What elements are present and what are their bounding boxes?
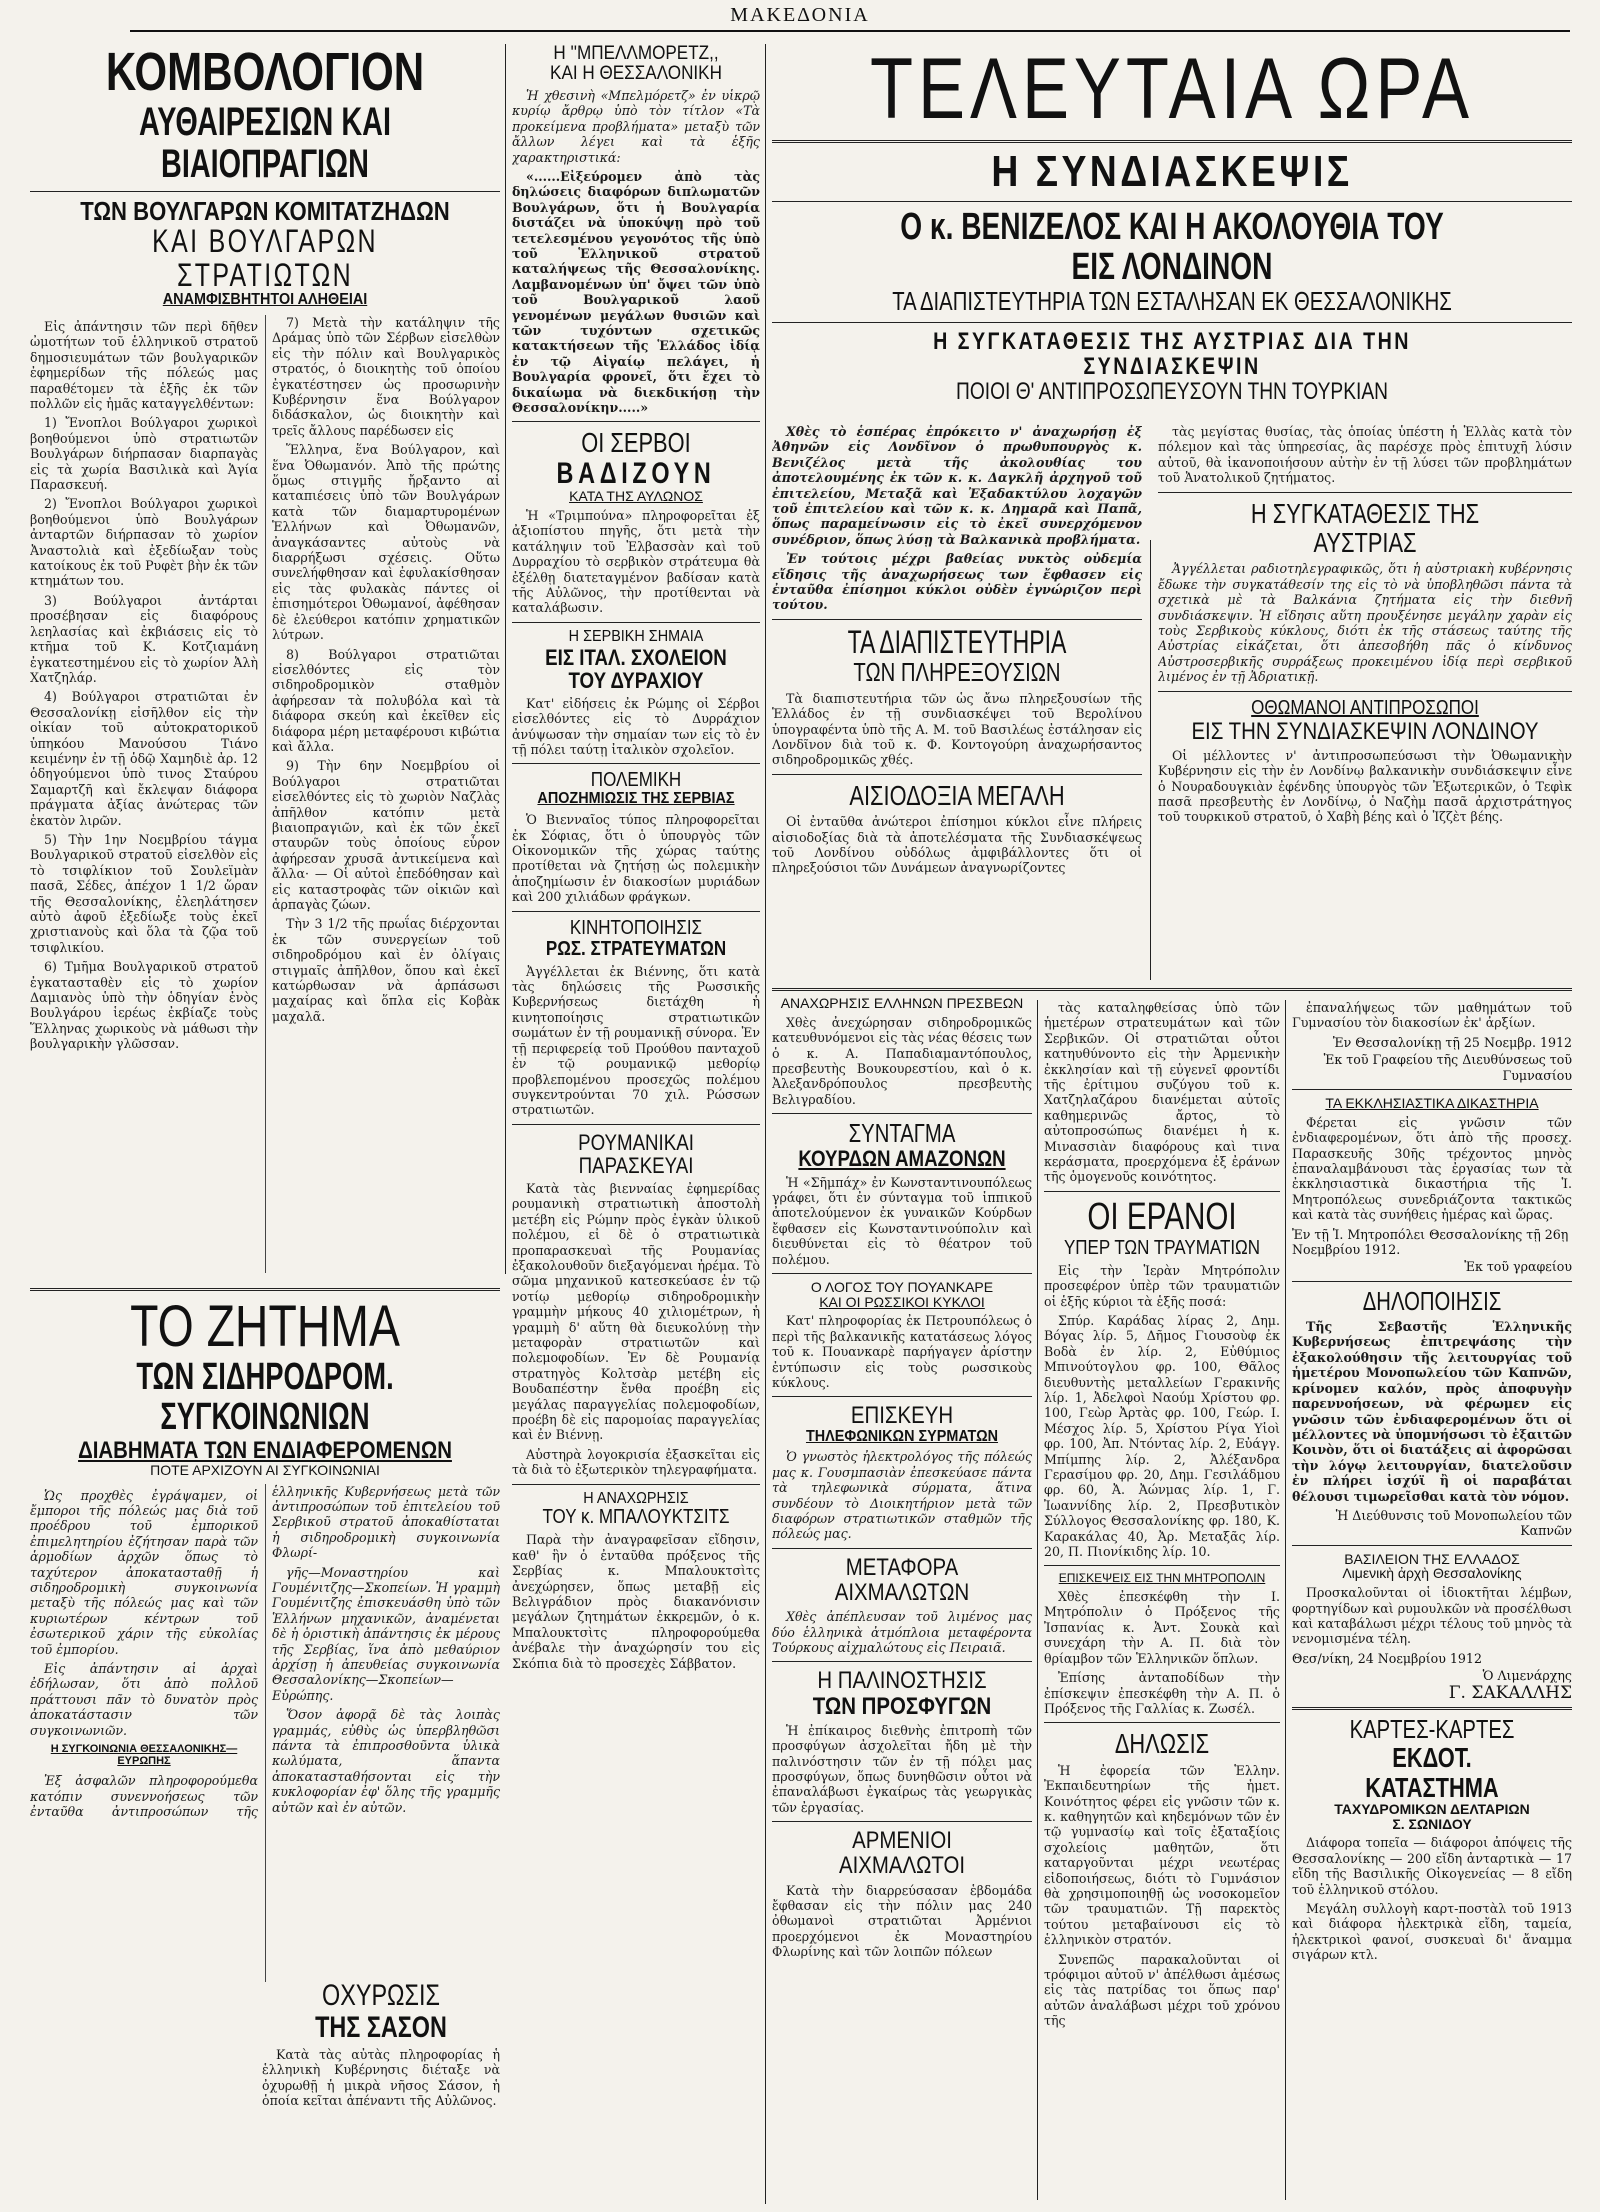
headline: ΑΙΣΙΟΔΟΞΙΑ ΜΕΓΑΛΗ: [849, 779, 1065, 811]
headline: Ο ΛΟΓΟΣ ΤΟΥ ΠΟΥΑΝΚΑΡΕ: [810, 1278, 994, 1295]
headline: ΤΟΥ ΔΥΡΑΧΙΟΥ: [568, 667, 704, 693]
headline: ΑΝΑΧΩΡΗΣΙΣ ΕΛΛΗΝΩΝ ΠΡΕΣΒΕΩΝ: [780, 996, 1024, 1011]
subheadline: Λιμενικὴ ἀρχὴ Θεσσαλονίκης: [1342, 1565, 1522, 1582]
paragraph: Προσκαλοῦνται οἱ ἰδιοκτῆται λέμβων, φορτηγίδων καὶ ρυμουλκῶν νὰ προσέλθωσι καὶ καταβάλωσι μέχρι τέλους τοῦ μηνὸς τὰ νενομισμένα τέλη.: [1292, 1585, 1572, 1647]
subheadline: ΑΝΑΜΦΙΣΒΗΤΗΤΟΙ ΑΛΗΘΕΙΑΙ: [162, 291, 368, 309]
paragraph: 7) Μετὰ τὴν κατάληψιν τῆς Δράμας ὑπὸ τῶν Σέρβων εἰσελθὼν εἰς τὴν πόλιν καὶ Βουλγαρικὸς στρατός, ὁ διοικητὴς τοῦ ὁποίου ἐγκατέστησεν ὡς προσωρινὴν Κυβέρνησιν ἕνα Βούλγαρον διδάσκαλον, ὡς διοικητὴν καὶ τρεῖς ἄλλους παρέδωσεν εἰς: [272, 314, 500, 438]
column-6-top: [1158, 420, 1572, 980]
column-4-5-top: [772, 420, 1142, 980]
headline: Η ΣΥΓΚΑΤΑΘΕΣΙΣ ΤΗΣ ΑΥΣΤΡΙΑΣ: [1250, 497, 1480, 559]
signature: Ἐκ τοῦ γραφείου: [1464, 1259, 1572, 1275]
headline: ΤΟΥ κ. ΜΠΑΛΟΥΚΤΣΙΤΣ: [542, 1506, 730, 1529]
paragraph: Φέρεται εἰς γνῶσιν τῶν ἐνδιαφερομένων, ὅτι ἀπὸ τῆς προσεχ. Παρασκευῆς 30ῆς τρέχοντος μηνὸς ἐπαναλαμβάνουσι τὰς ἐργασίας των τὰ ἐκκλησιαστικὰ δικαστήρια τῆς Ἱ. Μητροπόλεως συνεδριάζοντα τακτικῶς καὶ κατὰ τὰς συνήθεις ἡμέρας καὶ ὥρας.: [1292, 1114, 1572, 1223]
headline: ΚΟΥΡΔΩΝ ΑΜΑΖΟΝΩΝ: [798, 1146, 1006, 1172]
headline: ΕΚΔΟΤ. ΚΑΤΑΣΤΗΜΑ: [1365, 1742, 1499, 1803]
headline: ΑΡΜΕΝΙΟΙ ΑΙΧΜΑΛΩΤΟΙ: [839, 1827, 965, 1880]
paragraph: Ὁ γνωστὸς ἠλεκτρολόγος τῆς πόλεώς μας κ. Γουσμπασιὰν ἐπεσκεύασε πάντα τὰ τηλεφωνικὰ σύρματα, ἅτινα συνδέουν τὸ Διοικητήριον μετὰ τῶν διαφόρων στρατιωτικῶν σταθμῶν τῆς πόλεώς μας.: [772, 1449, 1032, 1542]
column-4-bottom: [772, 996, 1032, 2196]
article-kombologion: [30, 44, 500, 1276]
headline: ΟΘΩΜΑΝΟΙ ΑΝΤΙΠΡΟΣΩΠΟΙ: [1251, 696, 1479, 719]
paragraph: Ἐξ ἀσφαλῶν πληροφορούμεθα κατόπιν συνεννοήσεως τῶν ἐνταῦθα ἀντιπροσώπων τῆς ἑλληνικῆς Κυβερνήσεως μετὰ τῶν ἀντιπροσώπων τοῦ ἐπιτελείου τοῦ Σερβικοῦ στρατοῦ ἀποκαθίσταται ἡ σιδηροδρομικὴ συγκοινωνία Φλωρί-: [30, 1483, 500, 1819]
subheadline: ΠΟΤΕ ΑΡΧΙΖΟΥΝ ΑΙ ΣΥΓΚΟΙΝΩΝΙΑΙ: [150, 1461, 380, 1478]
headline: ΟΙ ΣΕΡΒΟΙ: [581, 427, 691, 459]
headline: ΠΟΛΕΜΙΚΗ: [590, 769, 682, 792]
article-teleutaia-ora: [772, 44, 1572, 424]
paragraph: Διάφορα τοπεῖα — διάφοροι ἀπόψεις τῆς Θεσσαλονίκης — 200 εἴδη ἀνταρτικὰ — 17 εἴδη τῆς Βασιλικῆς Οἰκογενείας — 8 εἴδη τοῦ ἑλληνικοῦ στόλου.: [1292, 1835, 1572, 1897]
headline: ΑΠΟΖΗΜΙΩΣΙΣ ΤΗΣ ΣΕΡΒΙΑΣ: [537, 790, 735, 808]
headline: ΤΗΣ ΣΑΣΟΝ: [315, 2010, 447, 2044]
article-oxyrosis: [262, 1980, 500, 2200]
paragraph: Εἰς ἀπάντησιν τῶν περὶ δῆθεν ὠμοτήτων τοῦ ἑλληνικοῦ στρατοῦ δημοσιευμάτων τῶν βουλγαρικῶν ἐφημερίδων τῆς πόλεώς μας παραθέτομεν τὰ ἑξῆς ἐκ τῶν πολλῶν εἰς ἡμᾶς καταγγελθέντων:: [30, 318, 258, 411]
headline: ΥΠΕΡ ΤΩΝ ΤΡΑΥΜΑΤΙΩΝ: [1063, 1236, 1261, 1259]
article-zitima: [30, 1282, 500, 1982]
subheadline: ΤΑΧΥΔΡΟΜΙΚΩΝ ΔΕΛΤΑΡΙΩΝ: [1334, 1801, 1530, 1818]
headline: ΒΑΔΙΖΟΥΝ: [556, 456, 716, 490]
headline: ΠΑΡΑΣΚΕΥΑΙ: [578, 1152, 694, 1178]
subheadline: ΚΑΤΑ ΤΗΣ ΑΥΛΩΝΟΣ: [569, 488, 703, 505]
paragraph: 5) Τὴν 1ην Νοεμβρίου τάγμα Βουλγαρικοῦ στρατοῦ εἰσελθὸν εἰς τὸ τσιφλίκιον τοῦ Σουλεϊμὰν πασᾶ, Σέδες, ἀπέχον 1 1/2 ὥραν τῆς Θεσσαλονίκης, ἐλεηλάτησεν αὐτὸ ἀφοῦ ἐξεδίωξε τοὺς ἐκεῖ χριστιανοὺς καὶ ὅλα τὰ ζῷα τοῦ τσιφλικίου.: [30, 831, 258, 955]
dateline: Θεσ/νίκη, 24 Νοεμβρίου 1912: [1292, 1650, 1482, 1666]
paragraph: Ἡ χθεσινὴ «Μπελμόρετζ» ἐν υἱκρῷ κυρίῳ ἄρθρῳ ὑπὸ τὸν τίτλον «Τὰ προκείμενα προβλήματα» μεταξὺ τῶν ἄλλων λέγει καὶ τὰ ἑξῆς χαρακτηριστικά:: [512, 87, 760, 165]
signature: Ἡ Διεύθυνσις τοῦ Μονοπωλείου τῶν Καπνῶν: [1335, 1507, 1572, 1539]
headline: Ο κ. ΒΕΝΙΖΕΛΟΣ ΚΑΙ Η ΑΚΟΛΟΥΘΙΑ ΤΟΥ ΕΙΣ ΛΟΝΔΙΝΟΝ: [900, 206, 1444, 289]
paragraph: Χθὲς ἀπέπλευσαν τοῦ λιμένος μας δύο ἑλληνικὰ ἀτμόπλοια μεταφέροντα Τούρκους αἰχμαλώτους εἰς Πειραιᾶ.: [772, 1609, 1032, 1655]
section-rule: [772, 988, 1572, 991]
headline: ΚΑΙ Η ΘΕΣΣΑΛΟΝΙΚΗ: [550, 62, 722, 84]
paragraph: Τὰ διαπιστευτήρια τῶν ὡς ἄνω πληρεξουσίων τῆς Ἑλλάδος ἐν τῇ συνδιασκέψει τοῦ Βερολίνου ὑπογραφέντα ὑπὸ τῆς Α. Μ. τοῦ Βασιλέως ἐστάλησαν εἰς Λονδῖνον διὰ τοῦ κ. Φ. Κοντογούρη ἀναχωρήσαντος σιδηροδρομικῶς χθές.: [772, 690, 1142, 768]
headline: Η ''ΜΠΕΛΛΜΟΡΕΤΖ,,: [553, 44, 719, 64]
headline: Η ΑΝΑΧΩΡΗΣΙΣ: [583, 1489, 689, 1507]
paragraph: Κατὰ τὰς βιενναίας ἐφημερίδας ρουμανικὴ στρατιωτικὴ ἀποστολὴ μετέβη εἰς Ρώμην πρὸς ἐγκὰν ὑλικοῦ πολέμου, εἰ δὲ ὁ στρατιωτικὰ προπαρασκευαὶ τῆς Ρουμανίας ἐξακολουθοῦν διεξαγόμεναι ἠρέμα. Τὸ σῶμα μηχανικοῦ κατεσκεύασε ἐν τῷ νοτίῳ μεθορίῳ σιδηροδρομικὴν γραμμὴν μήκους 40 χιλιομέτρων, ἡ γραμμὴ δ' αὕτη θὰ διευκολύνῃ τὴν μεταφορὰν στρατιωτῶν καὶ πολεμοφοδίων. Ἐν δὲ Ρουμανίᾳ στρατηγὸς Κολτσὰρ μετέβη εἰς Βουδαπέστην ἔνθα προέβη εἰς μεγάλας παραγγελίας πολεμοφοδίων, προέβη δὲ εἰς παρομοίας παραγγελίας καὶ ἐν Βιέννῃ.: [512, 1180, 760, 1443]
headline: ΟΙ ΕΡΑΝΟΙ: [1087, 1195, 1237, 1238]
paragraph: «......Εἰξεύρομεν ἀπὸ τὰς δηλώσεις διαφόρων διπλωματῶν Βουλγάρων, ὅτι ἡ Βουλγαρία διστάζει νὰ ὑποκύψῃ πρὸ τοῦ τετελεσμένου γεγονότος τῆς ὑπὸ τοῦ Ἑλληνικοῦ στρατοῦ καταλήψεως τῆς Θεσσαλονίκης. Λαμβανομένων ὑπ' ὄψει τῶν ὑπὸ τοῦ Βουλγαρικοῦ λαοῦ γενομένων μεγάλων θυσιῶν καὶ τῶν τυχόντων σχετικῶς κατακτήσεων τῆς Ἑλλάδος ἰδίᾳ ἐν τῷ Αἰγαίῳ πελάγει, ἡ Βουλγαρία φρονεῖ, ὅτι ἔχει τὸ δικαίωμα νὰ διεκδικήσῃ τὴν Θεσσαλονίκην.....»: [512, 168, 760, 415]
paragraph: Χθὲς τὸ ἑσπέρας ἐπρόκειτο ν' ἀναχωρήσῃ ἐξ Ἀθηνῶν εἰς Λονδῖνον ὁ πρωθυπουργὸς κ. Βενιζέλος μετὰ τῆς ἀκολουθίας του ἀποτελουμένης ἐκ τῶν κ. κ. Δαγκλῆ ἀρχηγοῦ τοῦ ἐπιτελείου, Μεταξᾶ καὶ Ἐξαδακτύλου λοχαγῶν τοῦ ἐπιτελείου καὶ τῶν κ. κ. Δημαρᾶ καὶ Παπᾶ, ὅπως παραμείνωσιν εἰς τὸ ἐκεῖ συνερχόμενον συνέδριον, ὅπως λύσῃ τὰ Βαλκανικὰ προβλήματα.: [772, 424, 1142, 547]
paragraph: Εἰς τὴν Ἱερὰν Μητρόπολιν προσεφέρον ὑπὲρ τῶν τραυματιῶν οἱ ἑξῆς κύριοι τὰ ἑξῆς ποσά:: [1044, 1262, 1280, 1309]
headline: ΕΠΙΣΚΕΨΕΙΣ ΕΙΣ ΤΗΝ ΜΗΤΡΟΠΟΛΙΝ: [1058, 1571, 1266, 1586]
column-divider: [505, 44, 506, 1274]
paragraph: Ὁ Βιενναῖος τύπος πληροφορεῖται ἐκ Σόφιας, ὅτι ὁ ὑπουργὸς τῶν Οἰκονομικῶν τῆς χώρας ταύτης προτίθεται νὰ ζητήσῃ ὡς πολεμικὴν ἀποζημίωσιν ἐν διακοσίων μυριάδων καὶ 200 χιλιάδων φράγκων.: [512, 812, 760, 905]
column-5-bottom: [1044, 996, 1280, 2196]
headline: ΕΙΣ ΙΤΑΛ. ΣΧΟΛΕΙΟΝ: [545, 644, 727, 670]
paragraph: ἐπαναλήψεως τῶν μαθημάτων τοῦ Γυμνασίου τὸν διακοσίων ἐκ' ἀρξίων.: [1292, 1000, 1572, 1031]
paragraph: τὰς καταληφθείσας ὑπὸ τῶν ἡμετέρων στρατευμάτων καὶ τῶν Σερβικῶν. Οἱ στρατιῶται οὗτοι κατηυθύνοντο εἰς τὴν Ἀρμενικὴν ἐκκλησίαν καὶ τῇ εὐγενεῖ φροντίδι τῆς ἐρίτιμου συζύγου τοῦ κ. Χατζηλαζάρου διανέμεται αὐτοῖς καθημερινῶς ἄρτος, τὸ αὐτοπροσώπως διανέμει ἡ κ. Μινασσιὰν διαφόρους καὶ τινα κεράσματα, προερχόμενα ἐξ ἐράνων τῆς ὁμογενοῦς κοινότητος.: [1044, 1000, 1280, 1185]
subheadline: Η ΣΥΓΚΑΤΑΘΕΣΙΣ ΤΗΣ ΑΥΣΤΡΙΑΣ ΔΙΑ ΤΗΝ ΣΥΝΔΙΑΣΚΕΨΙΝ: [933, 327, 1411, 380]
paragraph: 1) Ἔνοπλοι Βούλγαροι χωρικοὶ βοηθούμενοι ὑπὸ στρατιωτῶν Βουλγάρων διήρπασαν διαρπαγὰς εἰς τὰ χωρία Βασιλικὰ καὶ Ἁγία Παρασκευή.: [30, 415, 258, 493]
headline: ΚΑΙ ΟΙ ΡΩΣΣΙΚΟΙ ΚΥΚΛΟΙ: [819, 1293, 985, 1310]
paragraph: Τὴν 3 1/2 τῆς πρωΐας διέρχονται ἐκ τῶν συνεργείων τοῦ σιδηροδρόμου καὶ ἐν ὀλίγαις στιγμαῖς ἀπῆλθον, ὅπου καὶ ἐκεῖ κατώρθωσαν νὰ ἁρπάσωσι μαχαίρας καὶ ὅπλα εἰς Κοβὰκ μαχαλᾶ.: [272, 916, 500, 1024]
paragraph: Οἱ μέλλοντες ν' ἀντιπροσωπεύσωσι τὴν Ὀθωμανικὴν Κυβέρνησιν εἰς τὴν ἐν Λονδίνῳ βαλκανικὴν συνδιάσκεψιν εἶνε ὁ Νουραδουγκιὰν ἐφένδης ὑπουργὸς τῶν Ἐξωτερικῶν, ὁ Τεφὶκ πασᾶ πρεσβευτὴς ἐν Λονδίνῳ, ὁ Ναζὴμ πασᾶ ἀρχιστράτηγος τοῦ τουρκικοῦ στρατοῦ, ὁ Χαβὴ βέης καὶ ὁ Ἰζζὲτ βέης.: [1158, 747, 1572, 825]
headline: ΕΙΣ ΤΗΝ ΣΥΝΔΙΑΣΚΕΨΙΝ ΛΟΝΔΙΝΟΥ: [1191, 717, 1539, 745]
subheadline: Η ΣΥΓΚΟΙΝΩΝΙΑ ΘΕΣΣΑΛΟΝΙΚΗΣ—ΕΥΡΩΠΗΣ: [50, 1743, 238, 1767]
paragraph: Σπύρ. Καράδας λίρας 2, Δημ. Βόγας λίρ. 5, Δῆμος Γιουσοὺφ ἐκ Βοδὰ ἐν λίρ. 2, Εὐθύμιος Μπινούτογλου φρ. 100, Θᾶλος διευθυντὴς μεταλλείων Γερακινῆς λίρ. 1, Ἀδελφοὶ Ναούμ Χρίστου φρ. 100, Γεὼρ Ἀρτὰς φρ. 100, Γεώρ. Ι. Μέσχος λίρ. 5, Χρίστου Ρίγα Υἱοὶ φρ. 100, Ἀπ. Ντόντας λίρ. 2, Εὐάγγ. Μπίμπης λίρ. 2, Ἀλέξανδρα Γερασίμου φρ. 20, Δημ. Γεσιλάδμου φρ. 60, Ἀ. Ἀώνμας λίρ. 1, Γ. Ἰωαννίδης λίρ. 2, Πρεσβυτικὸν Σύλλογος Θεσσαλονίκης φρ. 180, Κ. Καρακάλας 40, Ἀρ. Μεταξᾶς λίρ. 20, Π. Πιονίκιδης λίρ. 10.: [1044, 1312, 1280, 1560]
headline: ΤΑ ΕΚΚΛΗΣΙΑΣΤΙΚΑ ΔΙΚΑΣΤΗΡΙΑ: [1325, 1095, 1539, 1112]
headline: ΚΙΝΗΤΟΠΟΙΗΣΙΣ: [569, 916, 703, 939]
headline: Η ΣΥΝΔΙΑΣΚΕΨΙΣ: [991, 147, 1353, 197]
dateline: Ἐν Θεσσαλονίκῃ τῇ 25 Νοεμβρ. 1912: [1332, 1034, 1572, 1050]
paragraph: Ἀγγέλλεται ραδιοτηλεγραφικῶς, ὅτι ἡ αὐστριακὴ κυβέρνησις ἔδωκε τὴν συγκατάθεσίν της εἰς τὸ νὰ ὑποβληθῶσι πάντα τὰ σχετικὰ μὲ τὰ Βαλκάνια ζητήματα εἰς τὴν διεθνῆ συνδιάσκεψιν. Ἡ εἴδησις αὕτη προυξένησε μεγάλην χαρὰν εἰς τοὺς Σερβικοὺς κύκλους, διότι ἐκ τῆς στάσεως ταύτης τῆς Αὐστρίας εἰκάζεται, ὅτι ἀπεσοβήθη πᾶς ὁ κίνδυνος Αὐστροσερβικῆς συρράξεως προκειμένου ἰδίᾳ περὶ σερβικοῦ λιμένος ἐν τῇ Ἀδριατικῇ.: [1158, 561, 1572, 685]
column-divider: [1150, 540, 1151, 980]
subheadline: ΔΙΑΒΗΜΑΤΑ ΤΩΝ ΕΝΔΙΑΦΕΡΟΜΕΝΩΝ: [78, 1436, 452, 1464]
headline: ΚΑΡΤΕΣ-ΚΑΡΤΕΣ: [1349, 1713, 1515, 1744]
paragraph: Παρὰ τὴν ἀναγραφεῖσαν εἴδησιν, καθ' ἣν ὁ ἐνταῦθα πρόξενος τῆς Σερβίας κ. Μπαλουκτσὶτς ἀνεχώρησεν, ὅπως μεταβῇ εἰς Βελιγράδιον πρὸς διακανόνισιν μεγάλων ζητημάτων ἐκκρεμῶν, ὁ κ. Μπαλουκτσὶτς πληροφορούμεθα ἀνέβαλε τὴν ἀναχώρησίν του εἰς Σκόπια διὰ τὸ προσεχὲς Σάββατον.: [512, 1532, 760, 1671]
headline: ΔΗΛΟΠΟΙΗΣΙΣ: [1362, 1285, 1502, 1316]
paragraph: Αὐστηρὰ λογοκρισία ἐξασκεῖται εἰς τὰ διὰ τὸ ἐξωτερικὸν τηλεγραφήματα.: [512, 1446, 760, 1478]
headline: ΤΕΛΕΥΤΑΙΑ ΩΡΑ: [869, 44, 1475, 137]
paragraph: Τῆς Σεβαστῆς Ἑλληνικῆς Κυβερνήσεως ἐπιτρεψάσης τὴν ἐξακολούθησιν τῆς λειτουργίας τοῦ ἡμετέρου Μονοπωλείου τῶν Καπνῶν, κρίνομεν καλόν, πρὸς ἀποφυγὴν παρεννοήσεων, νὰ φέρωμεν εἰς γνῶσιν τῶν ἐνδιαφερομένων ὅτι οἱ μέλλοντες νὰ ὑπομνήσωσι τὸ ἐξαιτῶν Κοινὸν, ὅτι οἱ διατάξεις αἱ ἀφορῶσαι τὴν λόγῳ λειτουργίαν, διατελοῦσιν ἐν πλήρει ἰσχύϊ ἢ οἱ παραβάται θέλουσι τιμωρεῖσθαι κατὰ τὸν νόμον.: [1292, 1319, 1572, 1504]
headline: ΡΩΣ. ΣΤΡΑΤΕΥΜΑΤΩΝ: [545, 937, 727, 960]
paragraph: 2) Ἔνοπλοι Βούλγαροι χωρικοὶ βοηθούμενοι ὑπὸ Βουλγάρων ἀνταρτῶν διήρπασαν τὸ χωρίον Ἀναστολιὰ καὶ ἐξεδίωξαν τοὺς κατοίκους ἐκ τοῦ Ρυφὲτ βὴν ἐκ τῶν κτημάτων του.: [30, 496, 258, 589]
headline: ΔΗΛΩΣΙΣ: [1114, 1728, 1210, 1760]
paragraph: 8) Βούλγαροι στρατιῶται εἰσελθόντες εἰς τὸν σιδηροδρομικὸν σταθμὸν ἀφήρεσαν τὰ πολυβόλα καὶ τὰ διάφορα σκεύη καὶ ἐκεῖθεν εἰς διάφορα μέρη μεταφέρουσι κιβώτια καὶ ἄλλα.: [272, 646, 500, 754]
paragraph: Εἰς ἀπάντησιν αἱ ἀρχαὶ ἐδήλωσαν, ὅτι ἀπὸ πολλοῦ πράττουσι πᾶν τὸ δυνατὸν πρὸς ἀποκατάστασιν τῶν συγκοινωνιῶν.: [30, 1661, 258, 1738]
dateline: Ἐν τῇ Ἱ. Μητροπόλει Θεσσαλονίκης τῇ 26ῃ Νοεμβρίου 1912.: [1292, 1226, 1569, 1257]
paragraph: 4) Βούλγαροι στρατιῶται ἐν Θεσσαλονίκῃ εἰσῆλθον εἰς τὴν οἰκίαν τοῦ αὐτοκρατορικοῦ ὑπηκόου Μανούσου Τιάνο κειμένην ἐν τῇ ὁδῷ Χαμηδιὲ ἀρ. 12 ὁδηγούμενοι ὑπὸ τινος Σταύρου Σαμαρτζῆ καὶ ἔκλεψαν διάφορα πράγματα ἀξίας ἀνώτερας τῶν ἑκατὸν λιρῶν.: [30, 689, 258, 828]
paragraph: 3) Βούλγαροι ἀντάρται προσέβησαν εἰς διαφόρους λεηλασίας καὶ ἐκβιάσεις εἰς τὸ κτῆμα τοῦ Κ. Κοτζιαμάνη ἐγκατεστημένου εἰς τὸ χωρίον Ἀλὴ Χατζηλάρ.: [30, 592, 258, 685]
paragraph: 6) Τμῆμα Βουλγαρικοῦ στρατοῦ ἐγκατασταθὲν εἰς τὸ χωρίον Δαμιανὸς ὑπὸ τὴν ὁδηγίαν ἐνὸς Βουλγάρου ἱερέως ἐκβίαζε τοὺς Ἕλληνας χωρικοὺς νὰ μάθωσι τὴν βουλγαρικὴν γλῶσσαν.: [30, 959, 258, 1052]
paragraph: Χθὲς ἀνεχώρησαν σιδηροδρομικῶς κατευθυνόμενοι εἰς τὰς νέας θέσεις των ὁ κ. Α. Παπαδιαμαντόπουλος, πρεσβευτὴς Βουκουρεστίου, καὶ ὁ κ. Ἀλεξανδρόπουλος πρεσβευτὴς Βελιγραδίου.: [772, 1014, 1032, 1107]
paragraph: Κατ' πληροφορίας ἐκ Πετρουπόλεως ὁ περὶ τῆς βαλκανικῆς κατατάσεως λόγος τοῦ κ. Πουανκαρὲ παρήγαγεν ἀρίστην ἐντύπωσιν εἰς τοὺς ρωσσικοὺς κύκλους.: [772, 1313, 1032, 1390]
paragraph: Χθὲς ἐπεσκέφθη τὴν Ι. Μητρόπολιν ὁ Πρόξενος τῆς Ἰσπανίας κ. Ἀντ. Σουκὰ καὶ συνεχάρη τὴν Α. Π. διὰ τὸν θρίαμβον τῶν Ἑλληνικῶν ὅπλων.: [1044, 1589, 1280, 1666]
paragraph: Ἡ «Τριμπούνα» πληροφορεῖται ἐξ ἀξιοπίστου πηγῆς, ὅτι μετὰ τὴν κατάληψιν τοῦ Ἐλβασσὰν καὶ τοῦ Δυρραχίου τὸ σερβικὸν στράτευμα θὰ ἐξέλθῃ διατεταγμένον βαδίσαν κατὰ τῆς Αὐλῶνος, τὴν προτίθενται νὰ καταλάβωσιν.: [512, 507, 760, 616]
subheadline: ΤΩΝ ΒΟΥΛΓΑΡΩΝ ΚΟΜΙΤΑΤΖΗΔΩΝ: [80, 195, 450, 226]
paragraph: Ἐπίσης ἀνταποδίδων τὴν ἐπίσκεψιν ἐπεσκέφθη τὴν Α. Π. ὁ Πρόξενος τῆς Γαλλίας κ. Ζωσέλ.: [1044, 1670, 1280, 1716]
subheadline: ΤΑ ΔΙΑΠΙΣΤΕΥΤΗΡΙΑ ΤΩΝ ΕΣΤΑΛΗΣΑΝ ΕΚ ΘΕΣΣΑΛΟΝΙΚΗΣ: [892, 286, 1452, 317]
paragraph: Ἡ ἐπίκαιρος διεθνὴς ἐπιτροπὴ τῶν προσφύγων ἀσχολεῖται ἤδη μὲ τὴν παλινόστησιν τῶν ἐν τῇ πόλει μας προσφύγων, ὅπως δυνηθῶσιν οὗτοι νὰ ἐπαναλάβωσι ἐγκαίρως τὰς γεωργικὰς τῶν ἐργασίας.: [772, 1722, 1032, 1815]
paragraph: Κατὰ τὴν διαρρεύσασαν ἑβδομάδα ἔφθασαν εἰς τὴν πόλιν μας 240 ὀθωμανοὶ στρατιῶται Ἀρμένιοι προερχόμενοι ἐκ Μοναστηρίου Φλωρίνης καὶ τῶν λοιπῶν πόλεων: [772, 1882, 1032, 1960]
paragraph: Ἕλληνα, ἕνα Βούλγαρον, καὶ ἕνα Ὀθωμανόν. Ἀπὸ τῆς πρώτης ὅμως στιγμῆς ἤρξαντο αἱ καταπιέσεις ὑπὸ τῶν Βουλγάρων κατὰ τῶν διαμαρτυρομένων Ἑλλήνων καὶ Ὀθωμανῶν, ἀναγκάσαντες αὐτοὺς νὰ διαρρήξωσι σχέσεις. Οὕτω συνελήφθησαν καὶ ἐφυλακίσθησαν εἰς τὰς φυλακὰς πάντες οἱ ἐπισημότεροι Ὀθωμανοί, ἀφέθησαν δὲ ἐλεύθεροι κατόπιν χρηματικῶν λύτρων.: [272, 442, 500, 643]
headline: ΣΥΝΤΑΓΜΑ: [848, 1118, 956, 1149]
paragraph: Ἡ ἐφορεία τῶν Ἑλλην. Ἐκπαιδευτηρίων τῆς ἡμετ. Κοινότητος φέρει εἰς γνῶσιν τῶν κ. κ. καθηγητῶν καὶ κηδεμόνων τῶν ἐν τῷ γυμνασίῳ καὶ τοῖς ἐξαταξίοις σχολείοις μαθητῶν, ὅτι καταργοῦνται μέχρι νεωτέρας εἰδοποιήσεως, διότι τὸ Γυμνάσιον θὰ χρησιμοποιηθῇ ὡς νοσοκομεῖον τῶν τραυματιῶν. Τῇ παρεκτὸς τούτου μεταβαίνουσι εἰς τὸ ἑλληνικὸν στρατόν.: [1044, 1762, 1280, 1948]
paragraph: Ἐν τούτοις μέχρι βαθείας νυκτὸς οὐδεμία εἴδησις τῆς ἀναχωρήσεως των ἔφθασεν εἰς ἐνταῦθα ἐπίσημοι κύκλοι οὐδὲν ἐγνώριζον περὶ τούτου.: [772, 551, 1142, 613]
paragraph: Κατὰ τὰς αὐτὰς πληροφορίας ἡ ἑλληνικὴ Κυβέρνησις διέταξε νὰ ὀχυρωθῇ ἡ μικρὰ νῆσος Σάσον, ἡ ὁποία κεῖται ἀπέναντι τῆς Αὐλῶνος.: [262, 2047, 500, 2109]
headline: ΑΥΘΑΙΡΕΣΙΩΝ ΚΑΙ ΒΙΑΙΟΠΡΑΓΙΩΝ: [139, 99, 391, 186]
headline: ΤΩΝ ΠΛΗΡΕΞΟΥΣΙΩΝ: [853, 657, 1061, 688]
top-rule: [130, 30, 1570, 32]
paragraph: Μεγάλη συλλογὴ καρτ-ποστὰλ τοῦ 1913 καὶ διάφορα ἠλεκτρικὰ εἴδη, ταμεία, ἠλεκτρικοὶ φανοί, συσκευαὶ δι' ἄναμμα σιγάρων κτλ.: [1292, 1901, 1572, 1963]
paragraph: Συνεπῶς παρακαλοῦνται οἱ τρόφιμοι αὐτοῦ ν' ἀπέλθωσι ἀμέσως εἰς τὰς πατρίδας τοι ὅπως παρ' αὐτῶν ἀναλάβωσι μέχρι τοῦ χρόνου τῆς: [1044, 1951, 1280, 2029]
headline: Η ΠΑΛΙΝΟΣΤΗΣΙΣ: [817, 1667, 987, 1695]
headline: ΒΑΣΙΛΕΙΟΝ ΤΗΣ ΕΛΛΑΔΟΣ: [1344, 1550, 1520, 1567]
column-divider: [1285, 1000, 1286, 2200]
paragraph: Ἡ «Σῆμπάχ» ἐν Κωνσταντινουπόλεως γράφει, ὅτι ἐν σύνταγμα τοῦ ἱππικοῦ ἀποτελούμενον ἐκ γυναικῶν Κούρδων ἔφθασεν εἰς Κωνσταντινούπολιν καὶ διευθύνεται εἰς τὸ θέατρον τοῦ πολέμου.: [772, 1174, 1032, 1267]
headline: ΤΩΝ ΣΙΔΗΡΟΔΡΟΜ. ΣΥΓΚΟΙΝΩΝΙΩΝ: [136, 1355, 394, 1438]
column-3: [512, 44, 760, 2204]
paragraph: Κατ' εἰδήσεις ἐκ Ρώμης οἱ Σέρβοι εἰσελθόντες εἰς τὸ Δυρράχιον ἀνύψωσαν τὴν σημαίαν των εἰς τὸ ἐν τῇ πόλει ταύτῃ ἰταλικὸν σχολεῖον.: [512, 695, 760, 758]
headline: ΤΟ ΖΗΤΗΜΑ: [130, 1294, 400, 1359]
column-divider: [765, 44, 766, 2204]
headline: ΤΑ ΔΙΑΠΙΣΤΕΥΤΗΡΙΑ: [847, 623, 1067, 660]
signature: Ὁ Λιμενάρχης: [1482, 1668, 1572, 1684]
subheadline: Σ. ΣΩΝΙΔΟΥ: [1392, 1815, 1472, 1832]
headline: ΤΗΛΕΦΩΝΙΚΩΝ ΣΥΡΜΑΤΩΝ: [805, 1427, 999, 1445]
column-6-bottom: [1292, 996, 1572, 2196]
headline: ΕΠΙΣΚΕΥΗ: [850, 1402, 954, 1430]
paragraph: τὰς μεγίστας θυσίας, τὰς ὁποίας ὑπέστη ἡ Ἑλλὰς κατὰ τὸν πόλεμον καὶ τὰς ὑπηρεσίας, ἃς παρέσχε πρὸς ἐπιτυχῆ λύσιν αὐτοῦ, θὰ ἱκανοποιήσουν αὐτὴν ἐν τῇ λύσει τῶν προβλημάτων τοῦ Ἀνατολικοῦ ζητήματος.: [1158, 424, 1572, 486]
headline: ΟΧΥΡΩΣΙΣ: [322, 1980, 440, 2012]
headline: ΜΕΤΑΦΟΡΑ ΑΙΧΜΑΛΩΤΩΝ: [834, 1553, 970, 1606]
paragraph: γῆς—Μοναστηρίου καὶ Γουμένιτζης—Σκοπείων. Ἡ γραμμὴ Γουμένιτζης ἐπισκευάσθη ὑπὸ τῶν Ἑλλήνων μηχανικῶν, ἀναμένεται δὲ ἡ ὁριστικὴ ἀπάντησις ἐκ μέρους τῆς Σερβίας, ἵνα ἀπὸ μεθαύριον ἀρχίσῃ ἡ ἀπευθείας συγκοινωνία Θεσσαλονίκης—Σκοπείων—Εὐρώπης.: [272, 1564, 500, 1703]
headline: ΡΟΥΜΑΝΙΚΑΙ: [578, 1129, 694, 1155]
masthead: ΜΑΚΕΔΟΝΙΑ: [730, 4, 870, 26]
signature: Ἐκ τοῦ Γραφείου τῆς Διευθύνσεως τοῦ Γυμνασίου: [1323, 1052, 1572, 1083]
headline: Η ΣΕΡΒΙΚΗ ΣΗΜΑΙΑ: [568, 627, 704, 645]
subheadline: ΠΟΙΟΙ Θ' ΑΝΤΙΠΡΟΣΩΠΕΥΣΟΥΝ ΤΗΝ ΤΟΥΡΚΙΑΝ: [955, 377, 1389, 405]
signature: Γ. ΣΑΚΑΛΛΗΣ: [1448, 1682, 1572, 1703]
paragraph: Ἀγγέλλεται ἐκ Βιέννης, ὅτι κατὰ τὰς δηλώσεις τῆς Ρωσσικῆς Κυβερνήσεως διετάχθη ἡ κινητοποίησις στρατιωτικῶν σωμάτων ἐν τῇ ρουμανικῇ σύνορα. Ἐν τῇ περιφερείᾳ τοῦ Προύθου πανταχοῦ ἐν τῷ ρουμανικῷ μεθορίῳ προβλεπομένου προσεχῶς πολέμου συγκεντρούνται 70 χιλ. Ρώσσων στρατιωτῶν.: [512, 963, 760, 1118]
headline: ΤΩΝ ΠΡΟΣΦΥΓΩΝ: [812, 1692, 992, 1720]
paragraph: Ὡς προχθὲς ἐγράψαμεν, οἱ ἔμποροι τῆς πόλεώς μας διὰ τοῦ προέδρου τοῦ ἐμπορικοῦ ἐπιμελητηρίου ἐζήτησαν παρὰ τῶν ἁρμοδίων ἀρχῶν ὅπως τὸ ταχύτερον ἀποκατασταθῇ ἡ σιδηροδρομικὴ συγκοινωνία μεταξὺ τῆς πόλεώς μας καὶ τῶν κυριωτέρων κέντρων τοῦ ἐσωτερικοῦ χάριν τῆς εὐκολίας τοῦ ἐμπορίου.: [30, 1487, 258, 1657]
headline: ΚΟΜΒΟΛΟΓΙΟΝ: [105, 44, 425, 102]
column-divider: [1037, 1000, 1038, 2200]
paragraph: 9) Τὴν 6ην Νοεμβρίου οἱ Βούλγαροι στρατιῶται εἰσελθόντες εἰς τὸ χωριὸν Ναζλὰς ἀπῆλθον κατόπιν μετὰ βιαιοπραγιῶν, καὶ ἐκ τῶν ἐκεῖ σταυρῶν τοὺς ὁποίους εὗρον ἀφήρεσαν χρυσᾶ ἀντικείμενα καὶ ἄλλα· — Οἱ αὐτοὶ ἐπεδόθησαν καὶ εἰς καταστροφὰς τῶν οἰκιῶν καὶ ἁρπαγὰς ζώων.: [272, 758, 500, 912]
subheadline: ΚΑΙ ΒΟΥΛΓΑΡΩΝ ΣΤΡΑΤΙΩΤΩΝ: [152, 222, 378, 293]
paragraph: Ὅσον ἀφορᾷ δὲ τὰς λοιπὰς γραμμάς, εὐθὺς ὡς ὑπερβληθῶσι πάντα τὰ ἐπιπροσθοῦντα ὑλικὰ κωλύματα, ἅπαντα ἀποκατασταθήσονται εἰς τὴν κυκλοφορίαν ἐφ' ὅλης τῆς γραμμῆς αὐτῶν καὶ ἐν αὐτῶν.: [272, 1707, 500, 1815]
paragraph: Οἱ ἐνταῦθα ἀνώτεροι ἐπίσημοι κύκλοι εἶνε πλήρεις αἰσιοδοξίας διὰ τὰ ἀποτελέσματα τῆς Συνδιασκέψεως τοῦ Λονδίνου οὐδόλως ἀμφιβάλλοντες ὅτι οἱ πληρεξούσιοι τῶν Δυνάμεων ἀναγνωρίζοντες: [772, 814, 1142, 876]
